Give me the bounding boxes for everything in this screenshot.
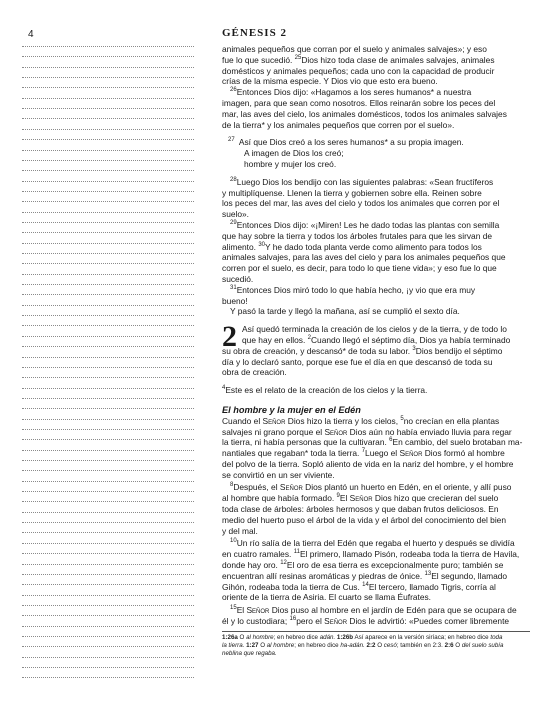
note-line <box>22 305 194 306</box>
paragraph: $^{29}$Entonces Dios dijo: «¡Miren! Les he dado todas las plantas con semilla que hay sobre la tierra y todos los árboles frutales para que les sirvan de alimento. $^{30}$Y he dado toda planta verde como alimento para todos los animales salvajes, para las aves del cielo y para los animales pequeños que corren por el suelo, es decir, para todo lo que tiene vida»; y eso fue lo que sucedió. <box>222 219 506 284</box>
verse-number: 12 <box>280 560 287 567</box>
note-line <box>22 56 194 57</box>
verse-number: 3 <box>412 345 416 352</box>
paragraph: $^{15}$El Señor Dios puso al hombre en el jardín de Edén para que se ocupara de él y lo custodiara; $^{16}$pero el Señor Dios le advirtió: «Puedes comer libremente <box>222 605 517 627</box>
note-line <box>22 243 194 244</box>
paragraph: Así quedó terminada la creación de los cielos y de la tierra, y de todo lo que hay en ellos. $^2$Cuando llegó el séptimo día, Dios ya había terminado su obra de creación, y descansó* de toda su labor. $^3$Dios bendijo el séptimo día y lo declaró santo, porque ese fue el día en que descansó de toda su obra de creación. <box>222 324 511 378</box>
note-line <box>22 481 194 482</box>
note-line <box>22 67 194 68</box>
note-line <box>22 605 194 606</box>
note-line <box>22 346 194 347</box>
note-line <box>22 646 194 647</box>
scripture-text <box>222 44 530 658</box>
note-line <box>22 522 194 523</box>
note-line <box>22 398 194 399</box>
verse-number: 11 <box>293 549 300 556</box>
verse-number: 5 <box>400 415 404 422</box>
note-line <box>22 615 194 616</box>
note-line <box>22 294 194 295</box>
paragraph: animales pequeños que corran por el suelo y animales salvajes»; y eso fue lo que sucedió. $^{25}$Dios hizo toda clase de animales salvajes, animales domésticos y animales pequeños; cada uno con la capacidad de producir crías de la misma especie. Y Dios vio que esto era bueno. <box>222 44 495 87</box>
verse-number: 13 <box>424 571 432 578</box>
note-line <box>22 657 194 658</box>
note-line <box>22 667 194 668</box>
verse-number: 4 <box>222 385 226 392</box>
note-line <box>22 77 194 78</box>
note-line <box>22 388 194 389</box>
verse-number: 27 <box>228 137 235 144</box>
note-line <box>22 564 194 565</box>
note-line <box>22 553 194 554</box>
verse-number: 29 <box>230 220 237 227</box>
verse-number: 8 <box>230 482 234 489</box>
note-line <box>22 87 194 88</box>
note-line <box>22 170 194 171</box>
note-line <box>22 512 194 513</box>
note-line <box>22 367 194 368</box>
chapter-2 <box>222 320 530 378</box>
note-line <box>22 677 194 678</box>
note-line <box>22 439 194 440</box>
running-head: GÉNESIS 2 <box>222 27 287 39</box>
note-line <box>22 336 194 337</box>
verse-number: 16 <box>289 616 297 623</box>
note-line <box>22 595 194 596</box>
verse-number: 31 <box>230 284 237 291</box>
note-line <box>22 377 194 378</box>
paragraph: Cuando el Señor Dios hizo la tierra y los cielos, $^5$no crecían en ella plantas salvajes ni grano porque el Señor Dios aún no había enviado lluvia para regar la tierra, ni había personas que la cultivaran. $^6$En cambio, del suelo brotaban ma- nantiales que regaban* toda la tierra. $^7$Luego el Señor Dios formó al hombre del polvo de la tierra. Sopló aliento de vida en la nariz del hombre, y el hombre se convirtió en un ser viviente. <box>222 415 523 480</box>
note-line <box>22 263 194 264</box>
paragraph: $^8$Después, el Señor Dios plantó un huerto en Edén, en el oriente, y allí puso al hombre que había formado. $^9$El Señor Dios hizo que crecieran del suelo toda clase de árboles: árboles hermosos y que daban frutos deliciosos. En medio del huerto puso el árbol de la vida y el árbol del conocimiento del bien y del mal. <box>222 482 512 536</box>
note-line <box>22 212 194 213</box>
note-line <box>22 118 194 119</box>
note-line <box>22 232 194 233</box>
verse-number: 10 <box>230 538 237 545</box>
note-line <box>22 284 194 285</box>
note-line <box>22 315 194 316</box>
note-line <box>22 98 194 99</box>
verse-number: 26 <box>230 87 237 94</box>
note-line <box>22 46 194 47</box>
note-line <box>22 470 194 471</box>
note-line <box>22 253 194 254</box>
note-line <box>22 574 194 575</box>
page-number: 4 <box>28 29 34 40</box>
note-line <box>22 150 194 151</box>
note-line <box>22 491 194 492</box>
note-line <box>22 181 194 182</box>
verse-number: 6 <box>389 437 393 444</box>
verse-number: 7 <box>361 448 366 455</box>
note-line <box>22 129 194 130</box>
paragraph: $^{31}$Entonces Dios miró todo lo que había hecho, ¡y vio que era muy bueno! Y pasó la tarde y llegó la mañana, así se cumplió el sexto día. <box>222 284 476 317</box>
note-line <box>22 108 194 109</box>
note-line <box>22 201 194 202</box>
footnotes: 1:26a O al hombre; en hebreo dice adán. 1:26b Así aparece en la versión siríaca; en hebreo dice toda la tierra. 1:27 O al hombre; en hebreo dice ha-adán. 2:2 O cesó; también en 2:3. 2:6 O del suelo subía neblina que regaba. <box>222 633 504 657</box>
note-line <box>22 274 194 275</box>
verse-number: 28 <box>230 176 237 183</box>
verse-number: 9 <box>336 493 340 500</box>
note-line <box>22 450 194 451</box>
note-line <box>22 532 194 533</box>
note-line <box>22 501 194 502</box>
note-line <box>22 636 194 637</box>
paragraph: $^{28}$Luego Dios los bendijo con las siguientes palabras: «Sean fructíferos y multiplíquense. Llenen la tierra y gobiernen sobre ella. Reinen sobre los peces del mar, las aves del cielo y todos los animales que corren por el suelo». <box>222 176 500 220</box>
footnote-divider <box>222 631 530 632</box>
paragraph: $^{26}$Entonces Dios dijo: «Hagamos a los seres humanos* a nuestra imagen, para que sean como nosotros. Ellos reinarán sobre los peces del mar, las aves del cielo, los animales domésticos, todos los animales salvajes de la tierra* y los animales pequeños que corren por el suelo». <box>222 87 507 130</box>
verse-number: 14 <box>362 581 369 588</box>
note-line <box>22 584 194 585</box>
paragraph: $^{10}$Un río salía de la tierra del Edén que regaba el huerto y después se dividía en cuatro ramales. $^{11}$El primero, llamado Pisón, rodeaba toda la tierra de Havila, donde hay oro. $^{12}$El oro de esa tierra es excepcionalmente puro; también se encuentran allí resinas aromáticas y piedras de ónice. $^{13}$El segundo, llamado Gihón, rodeaba toda la tierra de Cus. $^{14}$El tercero, llamado Tigris, corría al oriente de la tierra de Asiria. El cuarto se llama Éufrates. <box>222 538 520 603</box>
note-line <box>22 429 194 430</box>
note-line <box>22 222 194 223</box>
note-line <box>22 160 194 161</box>
note-line <box>22 139 194 140</box>
note-line <box>22 357 194 358</box>
poetry-block: $^{27}$ Así que Dios creó a los seres humanos* a su propia imagen. A imagen de Dios los creó; hombre y mujer los creó. <box>228 137 464 169</box>
notes-column <box>22 46 194 686</box>
note-line <box>22 460 194 461</box>
verse-number: 2 <box>307 335 311 342</box>
verse-number: 30 <box>258 241 265 248</box>
note-line <box>22 419 194 420</box>
note-line <box>22 191 194 192</box>
verse-number: 15 <box>230 605 237 612</box>
paragraph: $^4$Este es el relato de la creación de los cielos y la tierra. <box>222 385 428 396</box>
verse-number: 25 <box>294 55 302 61</box>
note-line <box>22 626 194 627</box>
section-heading: El hombre y la mujer en el Edén <box>222 404 361 415</box>
note-line <box>22 325 194 326</box>
note-line <box>22 543 194 544</box>
note-line <box>22 408 194 409</box>
chapter-number: 2 <box>222 320 237 354</box>
